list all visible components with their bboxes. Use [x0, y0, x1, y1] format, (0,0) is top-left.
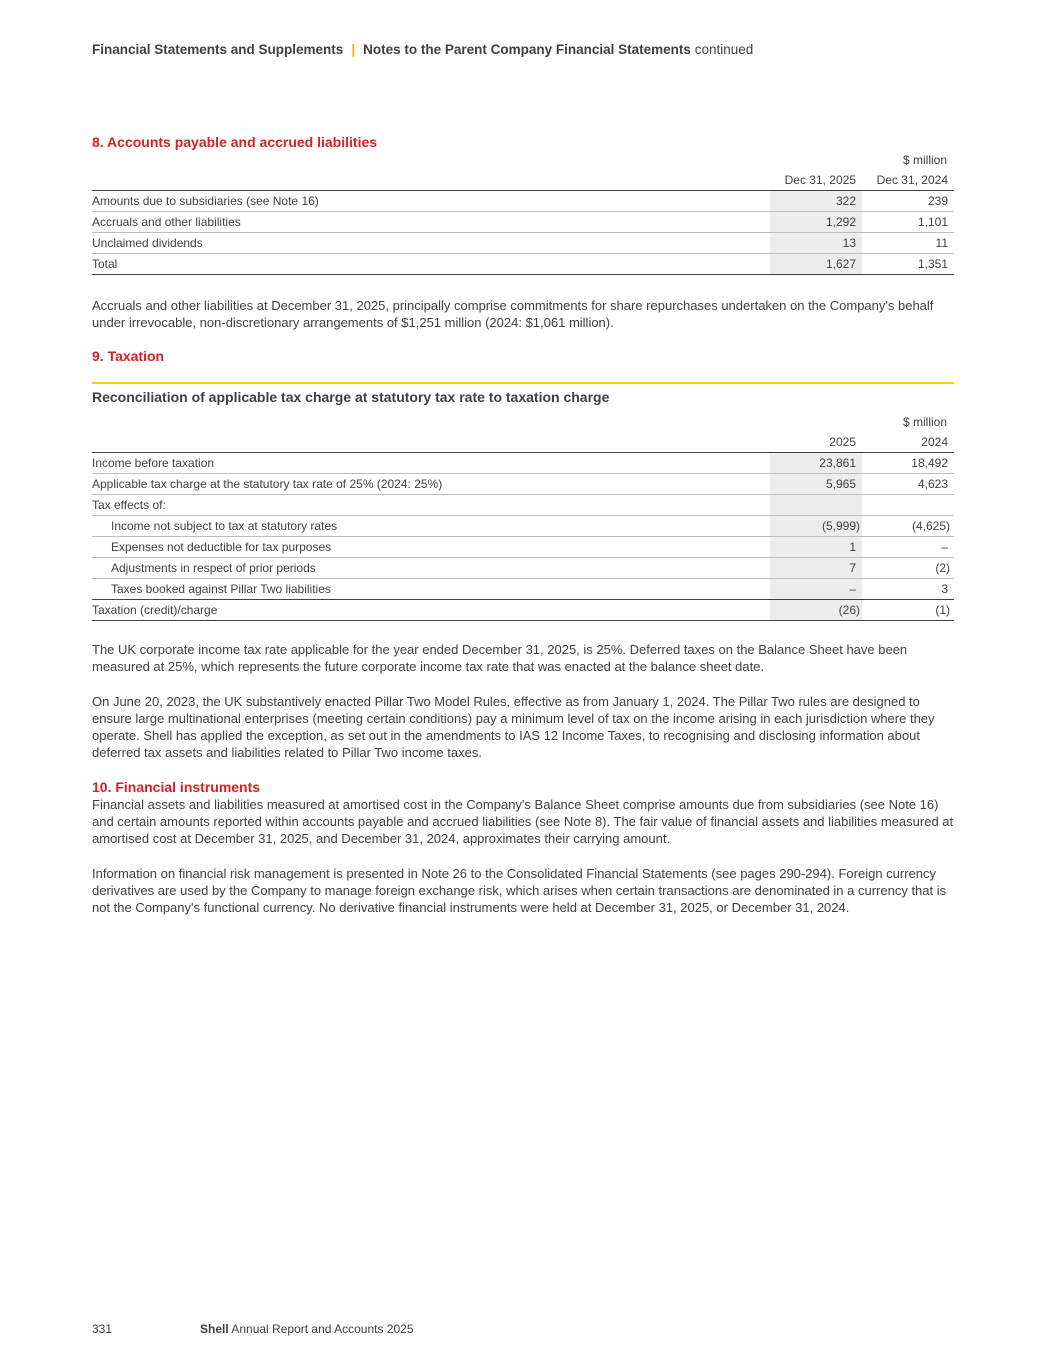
- header-separator: |: [351, 42, 356, 57]
- table-row: Amounts due to subsidiaries (see Note 16) 322 239: [92, 191, 954, 212]
- table-row: Taxes booked against Pillar Two liabilities – 3: [92, 579, 954, 600]
- note8-paragraph: Accruals and other liabilities at December 31, 2025, principally comprise commitments for share repurchases undertaken on the Company's behalf under irrevocable, non-discretionary arrangements of $1,251 million (2024: $1,061 million).: [92, 298, 934, 330]
- col-2025: Dec 31, 2025: [770, 170, 862, 191]
- note9-title: 9. Taxation: [92, 348, 165, 364]
- page-footer: [92, 1322, 414, 1336]
- table-row: Applicable tax charge at the statutory tax rate of 25% (2024: 25%) 5,965 4,623: [92, 474, 954, 495]
- note10-paragraph-2: Information on financial risk management is presented in Note 26 to the Consolidated Financial Statements (see pages 290-294). Foreign currency derivatives are used by the Company to manage foreign exchange risk, which arises when certain transactions are denominated in a currency that is not the Company's functional currency. No derivative financial instruments were held at December 31, 2025, or December 31, 2024.: [92, 866, 947, 915]
- table-row: Unclaimed dividends 13 11: [92, 233, 954, 254]
- note8-title: 8. Accounts payable and accrued liabilities: [92, 134, 378, 150]
- header-subsection: Notes to the Parent Company Financial Statements: [363, 42, 691, 57]
- note9-paragraph-1: The UK corporate income tax rate applicable for the year ended December 31, 2025, is 25%. Deferred taxes on the Balance Sheet have been measured at 25%, which represents the future corporate income tax rate that was enacted at the balance sheet date.: [92, 642, 908, 674]
- page-number: 331: [92, 1322, 113, 1336]
- section-rule: [92, 382, 954, 384]
- page-header: [92, 42, 753, 57]
- col-2024: 2024: [862, 432, 954, 453]
- note9-table-title: Reconciliation of applicable tax charge at statutory tax rate to taxation charge: [92, 389, 610, 405]
- note9-table: [92, 432, 954, 621]
- col-2024: Dec 31, 2024: [862, 170, 954, 191]
- table-total-row: Total 1,627 1,351: [92, 254, 954, 275]
- col-2025: 2025: [770, 432, 862, 453]
- note10-paragraph-1: Financial assets and liabilities measured at amortised cost in the Company's Balance Sheet comprise amounts due from subsidiaries (see Note 16) and certain amounts reported within accounts payable and accrued liabilities (see Note 8). The fair value of financial assets and liabilities measured at amortised cost at December 31, 2025, and December 31, 2024, approximates their carrying amount.: [92, 797, 954, 846]
- table-row: Income not subject to tax at statutory rates (5,999) (4,625): [92, 516, 954, 537]
- footer-report: Annual Report and Accounts 2025: [231, 1322, 414, 1336]
- note8-table: [92, 170, 954, 275]
- note10-title: 10. Financial instruments: [92, 779, 261, 795]
- header-section: Financial Statements and Supplements: [92, 42, 344, 57]
- note8-unit: $ million: [902, 153, 947, 167]
- note9-unit: $ million: [902, 415, 947, 429]
- table-total-row: Taxation (credit)/charge (26) (1): [92, 600, 954, 621]
- table-row: Accruals and other liabilities 1,292 1,101: [92, 212, 954, 233]
- table-row: Expenses not deductible for tax purposes 1 –: [92, 537, 954, 558]
- table-row: Income before taxation 23,861 18,492: [92, 453, 954, 474]
- footer-brand: Shell: [200, 1322, 229, 1336]
- table-row: Adjustments in respect of prior periods 7 (2): [92, 558, 954, 579]
- table-row: Tax effects of:: [92, 495, 954, 516]
- table-header-row: [92, 170, 954, 191]
- header-continued: continued: [694, 42, 754, 57]
- note9-paragraph-2: On June 20, 2023, the UK substantively enacted Pillar Two Model Rules, effective as from January 1, 2024. The Pillar Two rules are designed to ensure large multinational enterprises (meeting certain conditions) pay a minimum level of tax on the income arising in each jurisdiction where they operate. Shell has applied the exception, as set out in the amendments to IAS 12 Income Taxes, to recognising and disclosing information about deferred tax assets and liabilities related to Pillar Two income taxes.: [92, 694, 935, 760]
- table-header-row: [92, 432, 954, 453]
